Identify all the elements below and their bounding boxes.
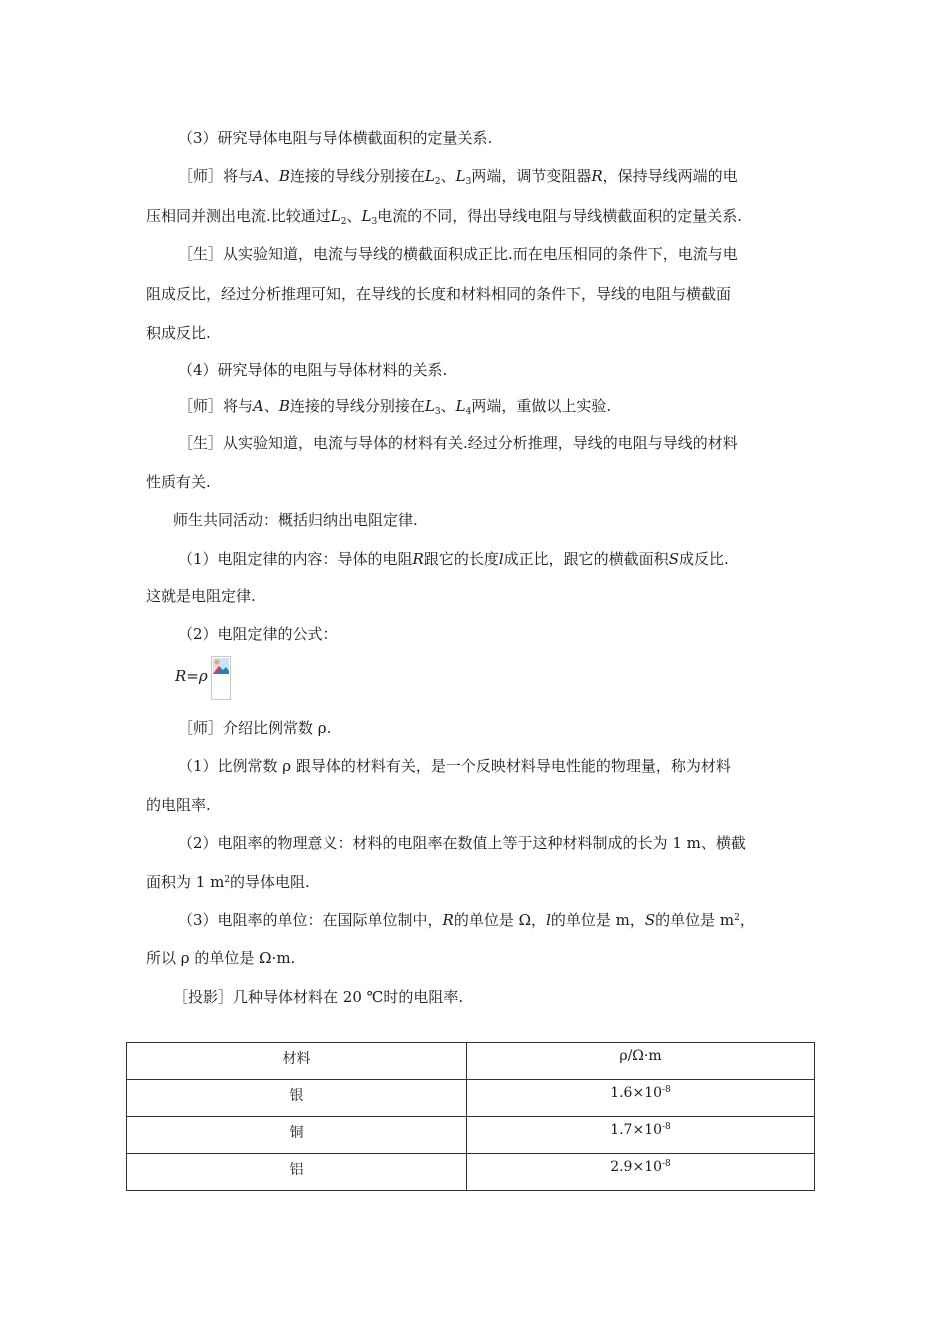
paragraph: （1）电阻定律的内容：导体的电阻R跟它的长度l成正比，跟它的横截面积S成反比. <box>178 550 729 568</box>
table-row <box>127 1117 815 1154</box>
paragraph: ［师］将与A、B连接的导线分别接在$L_2$、$L_3$两端，调节变阻器R，保持导线两端的电 <box>178 167 738 187</box>
paragraph: 师生共同活动：概括归纳出电阻定律. <box>173 511 418 529</box>
paragraph: ［投影］几种导体材料在 20 ℃时的电阻率. <box>173 988 464 1006</box>
paragraph: （1）比例常数 ρ 跟导体的材料有关，是一个反映材料导电性能的物理量，称为材料 <box>178 757 731 775</box>
paragraph: 压相同并测出电流.比较通过$L_2$、$L_3$电流的不同，得出导线电阻与导线横截面积的定量关系. <box>146 207 742 227</box>
paragraph: （3）电阻率的单位：在国际单位制中，R的单位是 Ω，l的单位是 m，S的单位是 $m^2$， <box>178 911 755 929</box>
paragraph: 所以 ρ 的单位是 Ω·m. <box>146 949 296 967</box>
paragraph: （2）电阻定律的公式： <box>178 625 338 643</box>
table-cell-material: 银 <box>127 1080 467 1117</box>
table-cell-material: 铝 <box>127 1154 467 1191</box>
broken-image-icon <box>211 656 231 700</box>
paragraph: （4）研究导体的电阻与导体材料的关系. <box>178 361 448 379</box>
table-header-cell: 材料 <box>127 1043 467 1080</box>
paragraph: 性质有关. <box>146 473 211 491</box>
table-header-cell: ρ/Ω·m <box>467 1043 815 1080</box>
paragraph: 面积为 1 $m^2$的导体电阻. <box>146 873 310 891</box>
paragraph: 积成反比. <box>146 324 211 342</box>
table-cell-resistivity: $1.6\times 10^{-8}$ <box>467 1080 815 1117</box>
table-cell-resistivity: $2.9\times 10^{-8}$ <box>467 1154 815 1191</box>
paragraph: 这就是电阻定律. <box>146 587 256 605</box>
table-row <box>127 1080 815 1117</box>
paragraph: ［师］将与A、B连接的导线分别接在$L_3$、$L_4$两端，重做以上实验. <box>178 397 612 417</box>
paragraph: 阻成反比，经过分析推理可知，在导线的长度和材料相同的条件下，导线的电阻与横截面 <box>146 285 732 303</box>
paragraph: ［生］从实验知道，电流与导线的横截面积成正比.而在电压相同的条件下，电流与电 <box>178 245 738 263</box>
paragraph: （2）电阻率的物理意义：材料的电阻率在数值上等于这种材料制成的长为 1 m、横截 <box>178 834 746 852</box>
paragraph: 的电阻率. <box>146 796 211 814</box>
paragraph: ［生］从实验知道，电流与导体的材料有关.经过分析推理，导线的电阻与导线的材料 <box>178 434 738 452</box>
table-cell-material: 铜 <box>127 1117 467 1154</box>
table-header-row <box>127 1043 815 1080</box>
paragraph: （3）研究导体电阻与导体横截面积的定量关系. <box>178 129 493 147</box>
paragraph: ［师］介绍比例常数 ρ. <box>178 719 332 737</box>
resistivity-table <box>126 1042 815 1191</box>
table-row <box>127 1154 815 1191</box>
table-cell-resistivity: $1.7\times 10^{-8}$ <box>467 1117 815 1154</box>
formula-lhs: R=ρ <box>175 667 208 685</box>
